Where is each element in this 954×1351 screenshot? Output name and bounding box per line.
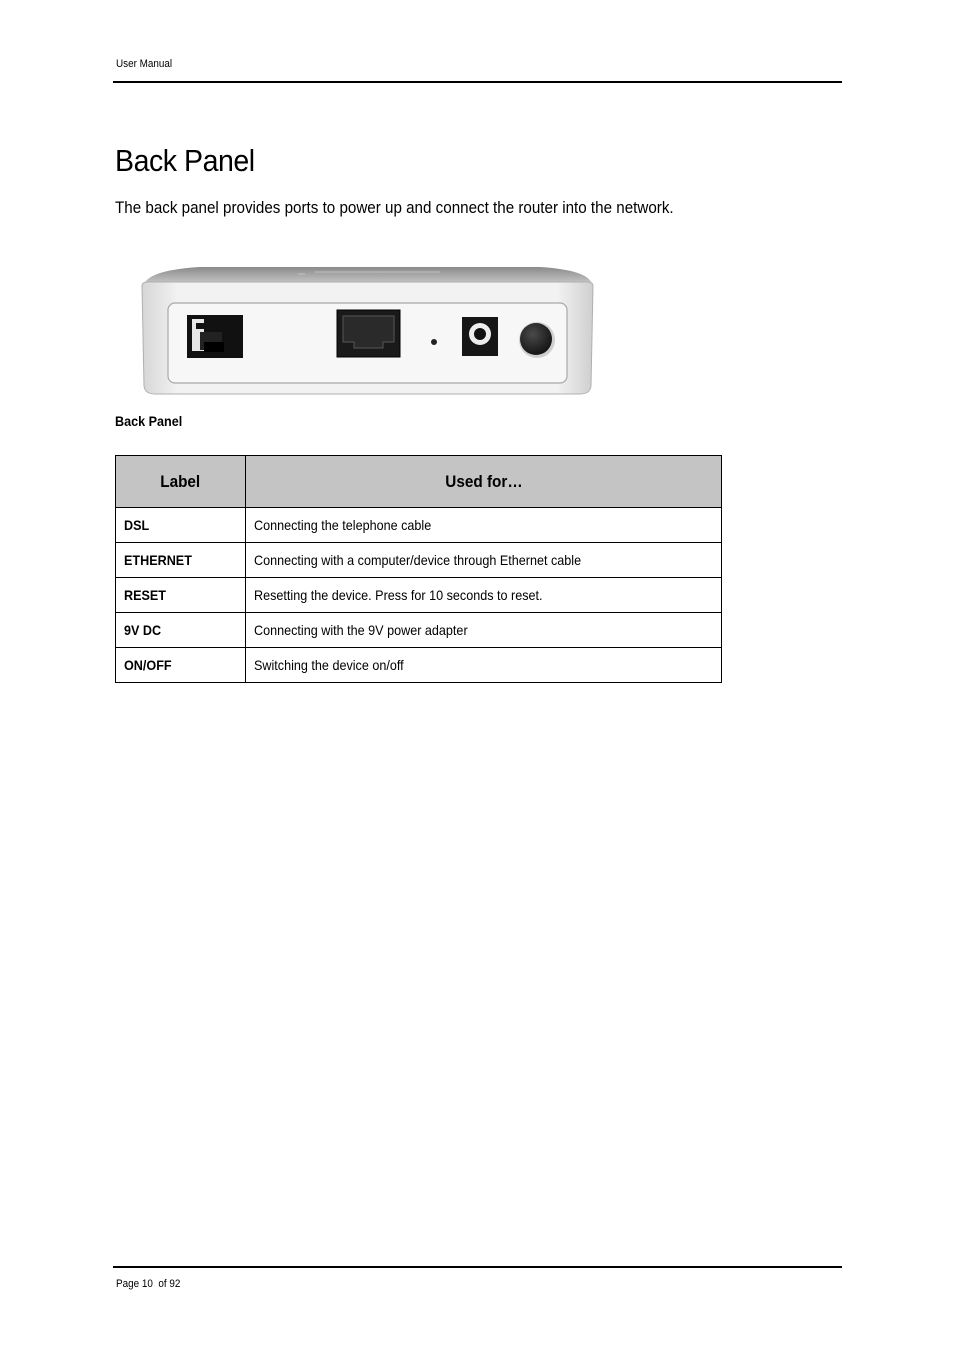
header-rule bbox=[113, 81, 842, 83]
table-header-row bbox=[116, 456, 722, 508]
table-row bbox=[116, 508, 722, 543]
running-header: User Manual bbox=[116, 58, 173, 70]
figure-caption: Back Panel bbox=[115, 413, 183, 429]
table-row bbox=[116, 648, 722, 683]
row-description: Connecting the telephone cable bbox=[246, 508, 722, 543]
row-label: 9V DC bbox=[116, 613, 246, 648]
row-description: Connecting with the 9V power adapter bbox=[246, 613, 722, 648]
section-title: Back Panel bbox=[115, 143, 255, 178]
column-header-used-for: Used for… bbox=[246, 456, 722, 508]
column-header-label: Label bbox=[116, 456, 246, 508]
row-label: ON/OFF bbox=[116, 648, 246, 683]
row-description: Switching the device on/off bbox=[246, 648, 722, 683]
row-label: ETHERNET bbox=[116, 543, 246, 578]
table-row bbox=[116, 578, 722, 613]
row-label: RESET bbox=[116, 578, 246, 613]
router-back-panel-image bbox=[140, 262, 595, 400]
intro-paragraph: The back panel provides ports to power up and connect the router into the network. bbox=[115, 199, 674, 217]
table-row bbox=[116, 613, 722, 648]
footer-rule bbox=[113, 1266, 842, 1268]
row-label: DSL bbox=[116, 508, 246, 543]
row-description: Connecting with a computer/device through Ethernet cable bbox=[246, 543, 722, 578]
row-description: Resetting the device. Press for 10 seconds to reset. bbox=[246, 578, 722, 613]
table-row bbox=[116, 543, 722, 578]
page-number: Page 10 of 92 bbox=[116, 1278, 181, 1290]
ports-table bbox=[115, 455, 722, 683]
